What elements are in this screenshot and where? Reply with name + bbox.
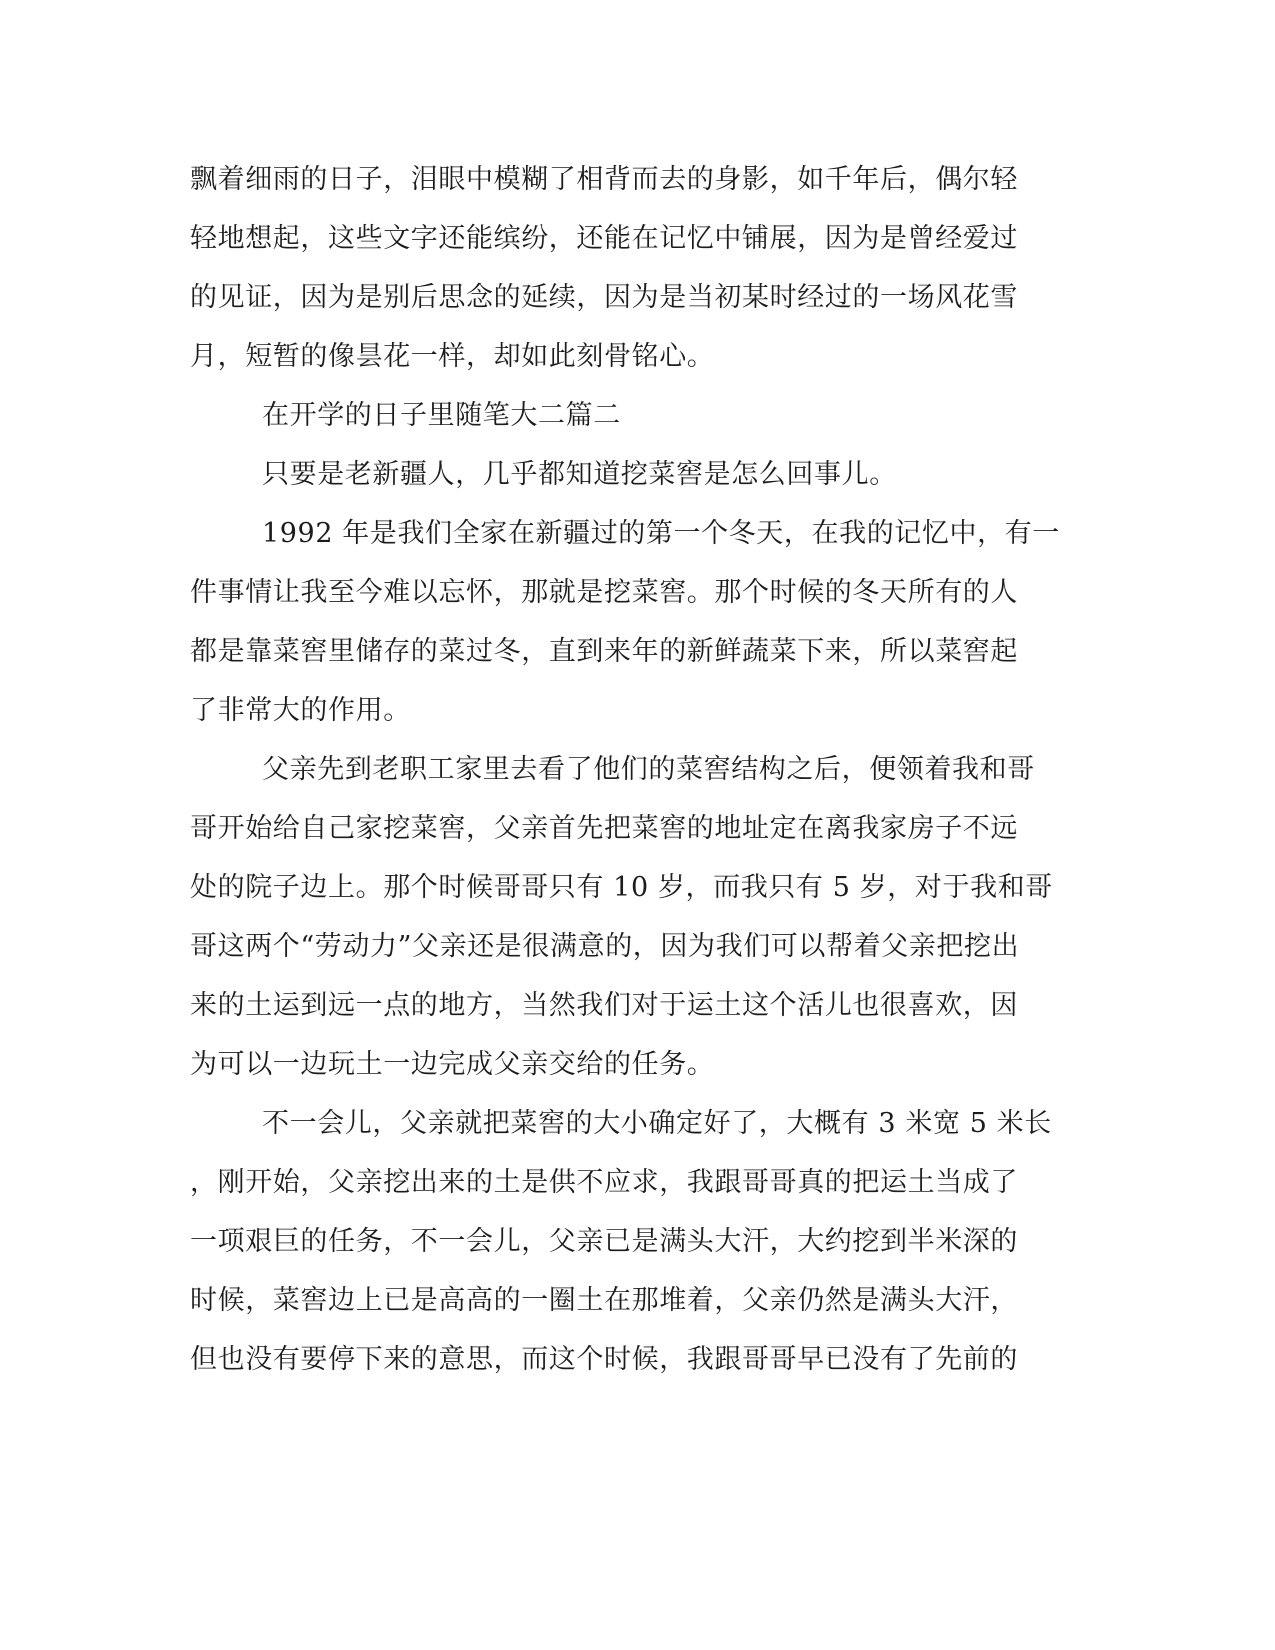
text-line: 为可以一边玩土一边完成父亲交给的任务。 (190, 1049, 715, 1080)
paragraph-first-line: 不一会儿，父亲就把菜窖的大小确定好了，大概有 3 米宽 5 米长 (262, 1108, 1052, 1139)
paragraph-first-line: 只要是老新疆人，几乎都知道挖菜窖是怎么回事儿。 (262, 459, 897, 490)
text-line: 了非常大的作用。 (190, 695, 411, 726)
text-line: 哥开始给自己家挖菜窖，父亲首先把菜窖的地址定在离我家房子不远 (190, 813, 1018, 844)
paragraph-first-line: 父亲先到老职工家里去看了他们的菜窖结构之后，便领着我和哥 (262, 754, 1035, 785)
section-heading: 在开学的日子里随笔大二篇二 (262, 400, 621, 431)
text-line: 一项艰巨的任务，不一会儿，父亲已是满头大汗，大约挖到半米深的 (190, 1226, 1018, 1257)
text-line: 的见证，因为是别后思念的延续，因为是当初某时经过的一场风花雪 (190, 282, 1018, 313)
text-line: 时候，菜窖边上已是高高的一圈土在那堆着，父亲仍然是满头大汗， (190, 1285, 1018, 1316)
text-line: 月，短暂的像昙花一样，却如此刻骨铭心。 (190, 341, 715, 372)
text-line: 来的土运到远一点的地方，当然我们对于运土这个活儿也很喜欢，因 (190, 990, 1018, 1021)
paragraph-first-line: 1992 年是我们全家在新疆过的第一个冬天，在我的记忆中，有一 (262, 518, 1060, 549)
text-line: ，刚开始，父亲挖出来的土是供不应求，我跟哥哥真的把运土当成了 (190, 1167, 1018, 1198)
text-line: 轻地想起，这些文字还能缤纷，还能在记忆中铺展，因为是曾经爱过 (190, 223, 1018, 254)
text-line: 件事情让我至今难以忘怀，那就是挖菜窖。那个时候的冬天所有的人 (190, 577, 1018, 608)
text-line: 但也没有要停下来的意思，而这个时候，我跟哥哥早已没有了先前的 (190, 1344, 1018, 1375)
text-line: 飘着细雨的日子，泪眼中模糊了相背而去的身影，如千年后，偶尔轻 (190, 164, 1018, 195)
text-line: 处的院子边上。那个时候哥哥只有 10 岁，而我只有 5 岁，对于我和哥 (190, 872, 1053, 903)
text-line: 都是靠菜窖里储存的菜过冬，直到来年的新鲜蔬菜下来，所以菜窖起 (190, 636, 1018, 667)
text-line: 哥这两个“劳动力”父亲还是很满意的，因为我们可以帮着父亲把挖出 (190, 931, 1020, 962)
